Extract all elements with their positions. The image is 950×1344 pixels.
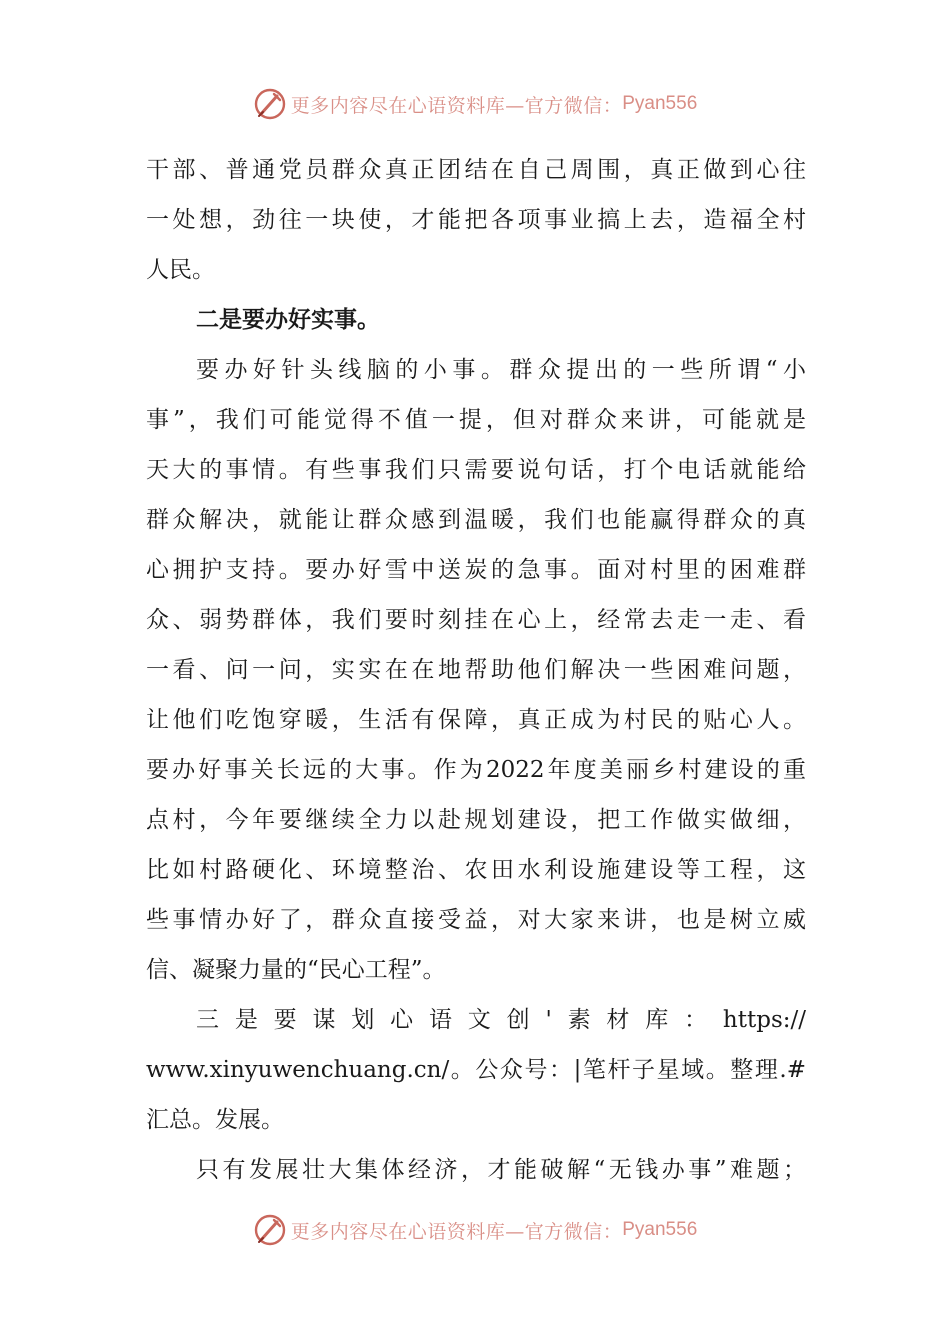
- body-line: 一看、问一问，实实在在地帮助他们解决一些困难问题，: [146, 657, 806, 683]
- body-line: 比如村路硬化、环境整治、农田水利设施建设等工程，这: [146, 857, 806, 883]
- body-line: 干部、普通党员群众真正团结在自己周围，真正做到心往: [146, 157, 806, 183]
- body-line: 天大的事情。有些事我们只需要说句话，打个电话就能给: [146, 457, 806, 483]
- body-line: 群众解决，就能让群众感到温暖，我们也能赢得群众的真: [146, 507, 806, 533]
- header-banner: [0, 84, 950, 124]
- body-line: 心拥护支持。要办好雪中送炭的急事。面对村里的困难群: [146, 557, 806, 583]
- body-line: 让他们吃饱穿暖，生活有保障，真正成为村民的贴心人。: [146, 707, 806, 733]
- header-banner-text: 更多内容尽在心语资料库—官方微信：: [290, 94, 623, 117]
- body-line: 事”，我们可能觉得不值一提，但对群众来讲，可能就是: [146, 407, 806, 433]
- pen-logo-icon: [253, 87, 287, 121]
- body-line: 三是要谋划心语文创'素材库：https://: [196, 1007, 806, 1033]
- header-banner-id: Pyan556: [622, 93, 698, 114]
- footer-banner: [0, 1210, 950, 1250]
- pen-logo-icon: [253, 1213, 287, 1247]
- body-line: 些事情办好了，群众直接受益，对大家来讲，也是树立威: [146, 907, 806, 933]
- body-line: www.xinyuwenchuang.cn/。公众号：|笔杆子星域。整理.#: [146, 1057, 806, 1083]
- body-line: 众、弱势群体，我们要时刻挂在心上，经常去走一走、看: [146, 607, 806, 633]
- body-line: 一处想，劲往一块使，才能把各项事业搞上去，造福全村: [146, 207, 806, 233]
- body-line: 汇总。发展。: [146, 1107, 284, 1133]
- body-line: 只有发展壮大集体经济，才能破解“无钱办事”难题；: [196, 1157, 806, 1183]
- footer-banner-id: Pyan556: [622, 1219, 698, 1240]
- body-line: 点村，今年要继续全力以赴规划建设，把工作做实做细，: [146, 807, 806, 833]
- body-line: 人民。: [146, 257, 215, 283]
- body-line: 要办好事关长远的大事。作为2022年度美丽乡村建设的重: [146, 757, 806, 783]
- body-line: 要办好针头线脑的小事。群众提出的一些所谓“小: [196, 357, 806, 383]
- document-body: [146, 145, 806, 1195]
- footer-banner-text: 更多内容尽在心语资料库—官方微信：: [290, 1220, 623, 1243]
- body-line: 信、凝聚力量的“民心工程”。: [146, 957, 446, 983]
- section-heading: 二是要办好实事。: [196, 307, 380, 333]
